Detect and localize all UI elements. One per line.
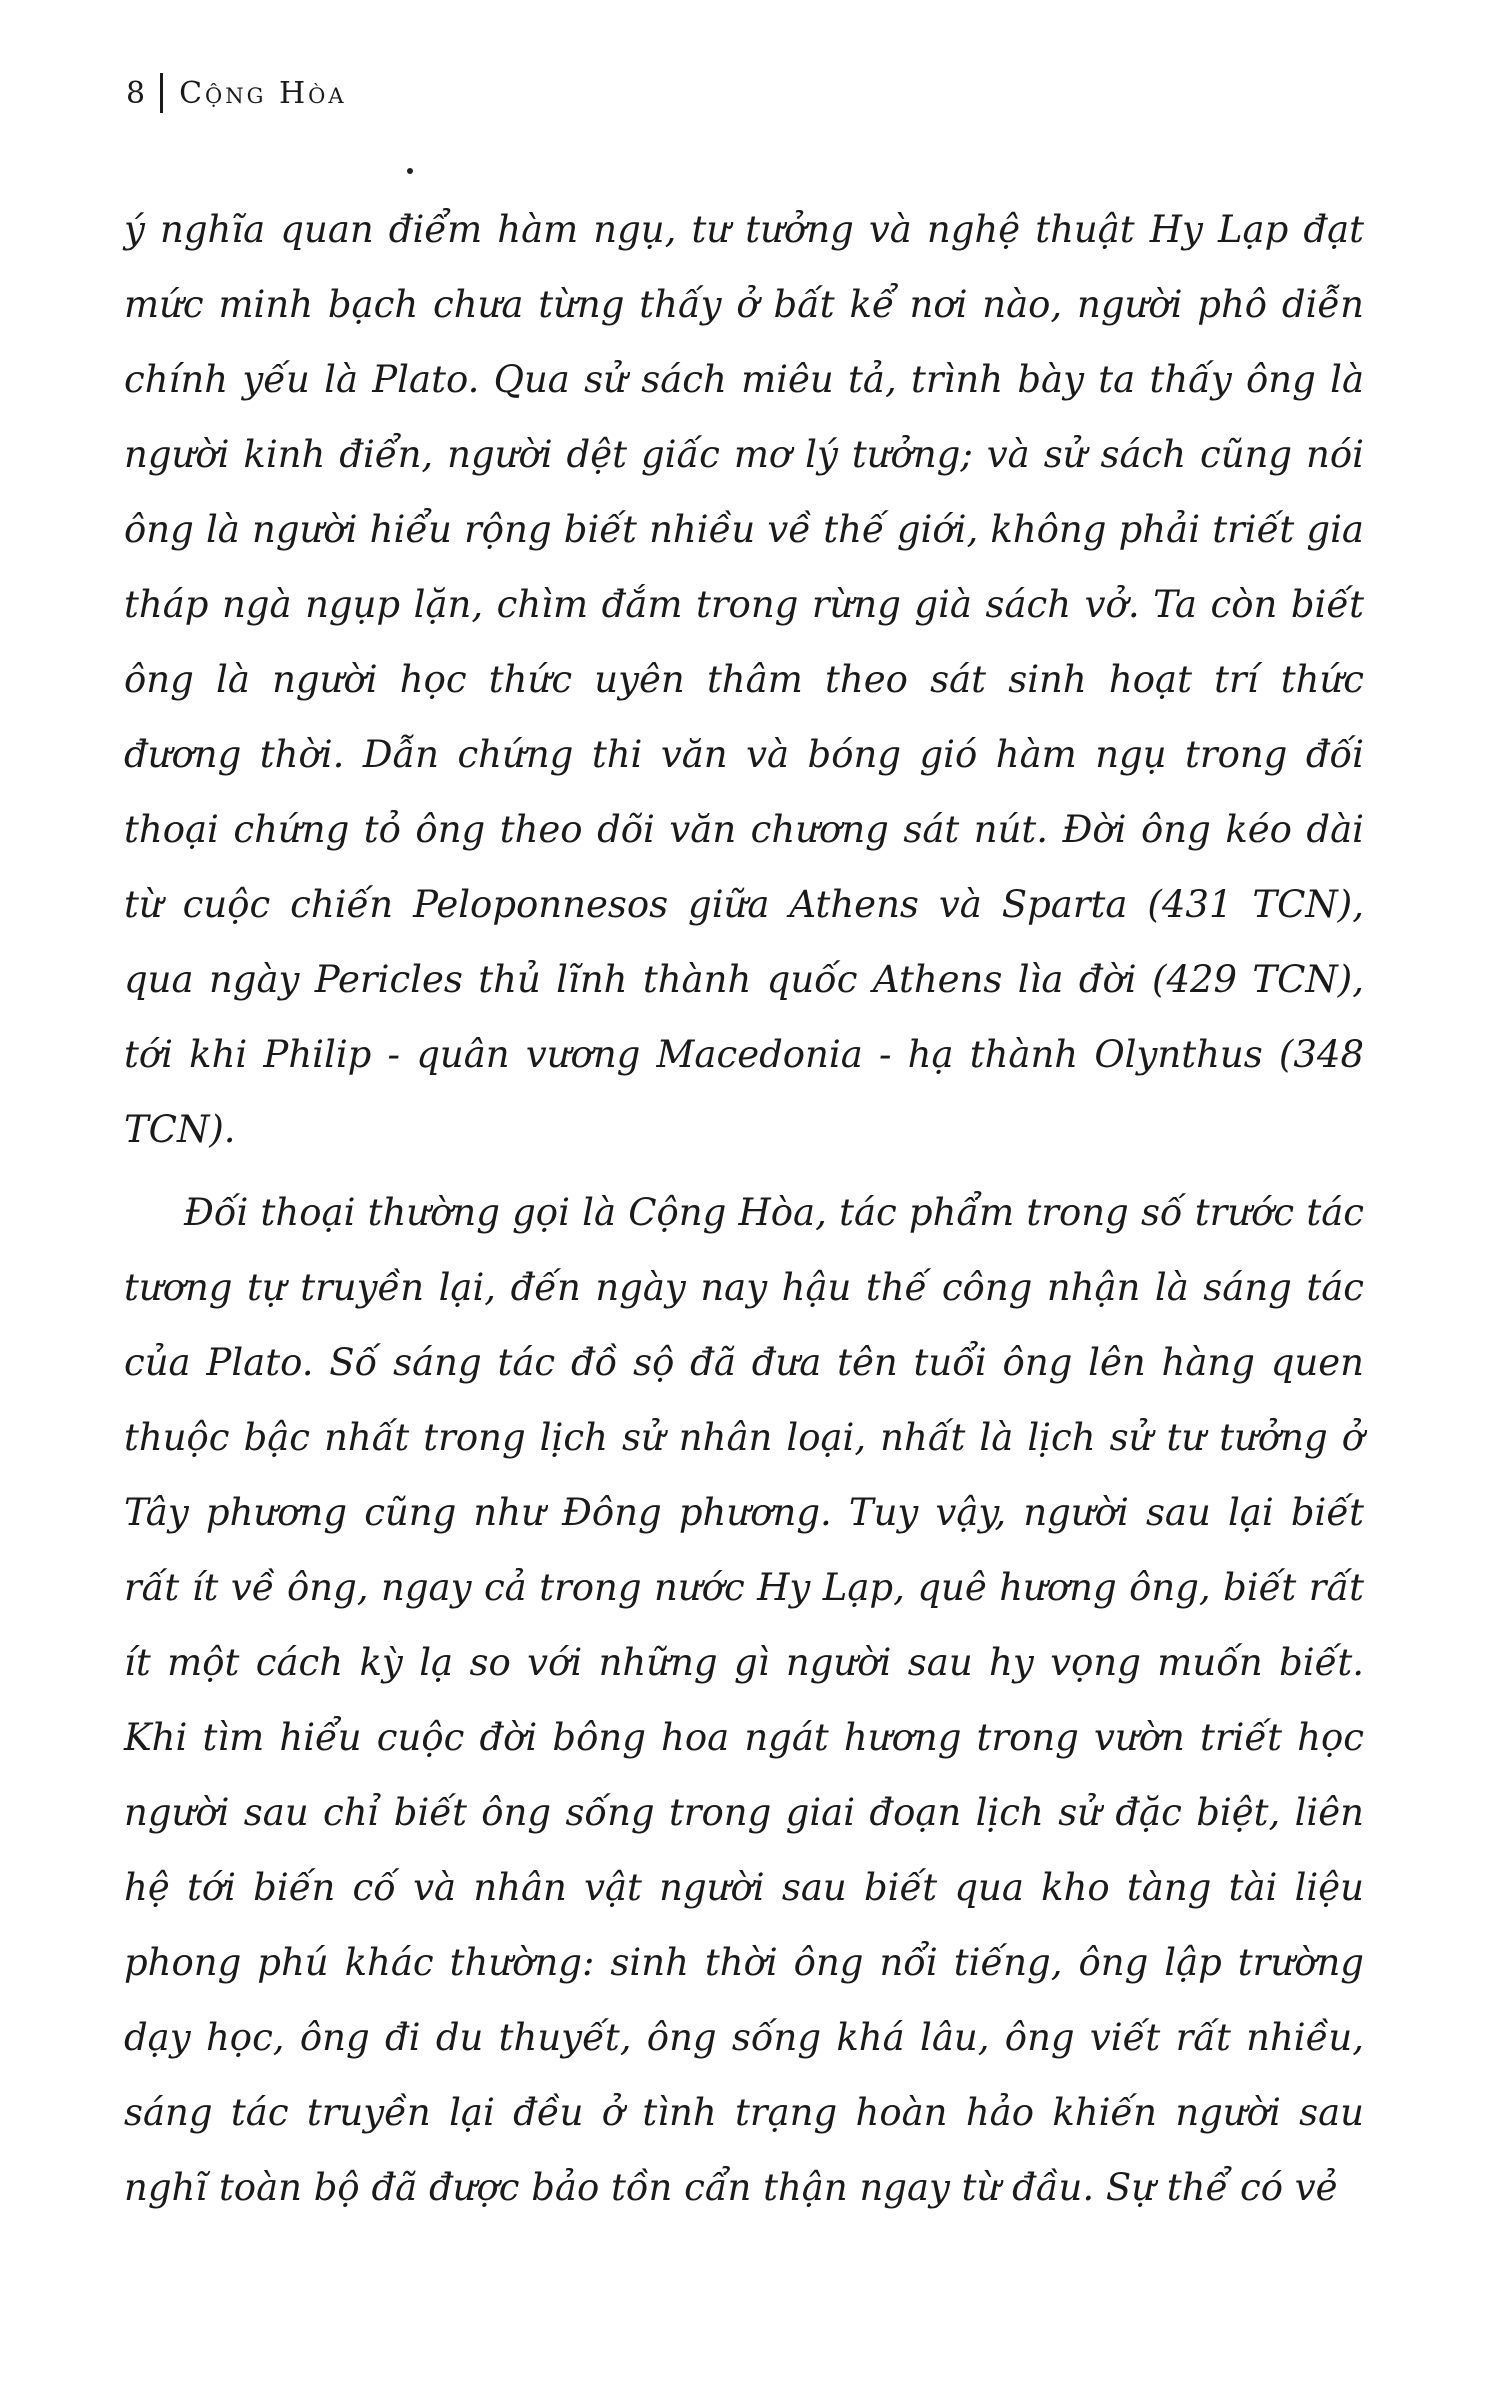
body-text	[124, 192, 1364, 2225]
paragraph-continuation: ý nghĩa quan điểm hàm ngụ, tư tưởng và nghệ thuật Hy Lạp đạt mức minh bạch chưa từng thấy ở bất kể nơi nào, người phô diễn chính yếu là Plato. Qua sử sách miêu tả, trình bày ta thấy ông là người kinh điển, người dệt giấc mơ lý tưởng; và sử sách cũng nói ông là người hiểu rộng biết nhiều về thế giới, không phải triết gia tháp ngà ngụp lặn, chìm đắm trong rừng già sách vở. Ta còn biết ông là người học thức uyên thâm theo sát sinh hoạt trí thức đương thời. Dẫn chứng thi văn và bóng gió hàm ngụ trong đối thoại chứng tỏ ông theo dõi văn chương sát nút. Đời ông kéo dài từ cuộc chiến Peloponnesos giữa Athens và Sparta (431 TCN), qua ngày Pericles thủ lĩnh thành quốc Athens lìa đời (429 TCN), tới khi Philip - quân vương Macedonia - hạ thành Olynthus (348 TCN).	[124, 208, 1364, 1151]
header-divider	[160, 73, 163, 113]
print-speck	[407, 168, 413, 174]
running-title: Cộng Hòa	[179, 75, 347, 111]
running-header	[126, 72, 347, 114]
page-number: 8	[126, 75, 147, 111]
paragraph-cong-hoa: Đối thoại thường gọi là Cộng Hòa, tác phẩm trong số trước tác tương tự truyền lại, đến ngày nay hậu thế công nhận là sáng tác của Plato. Số sáng tác đồ sộ đã đưa tên tuổi ông lên hàng quen thuộc bậc nhất trong lịch sử nhân loại, nhất là lịch sử tư tưởng ở Tây phương cũng như Đông phương. Tuy vậy, người sau lại biết rất ít về ông, ngay cả trong nước Hy Lạp, quê hương ông, biết rất ít một cách kỳ lạ so với những gì người sau hy vọng muốn biết. Khi tìm hiểu cuộc đời bông hoa ngát hương trong vườn triết học người sau chỉ biết ông sống trong giai đoạn lịch sử đặc biệt, liên hệ tới biến cố và nhân vật người sau biết qua kho tàng tài liệu phong phú khác thường: sinh thời ông nổi tiếng, ông lập trường dạy học, ông đi du thuyết, ông sống khá lâu, ông viết rất nhiều, sáng tác truyền lại đều ở tình trạng hoàn hảo khiến người sau nghĩ toàn bộ đã được bảo tồn cẩn thận ngay từ đầu. Sự thể có vẻ	[124, 1191, 1364, 2209]
